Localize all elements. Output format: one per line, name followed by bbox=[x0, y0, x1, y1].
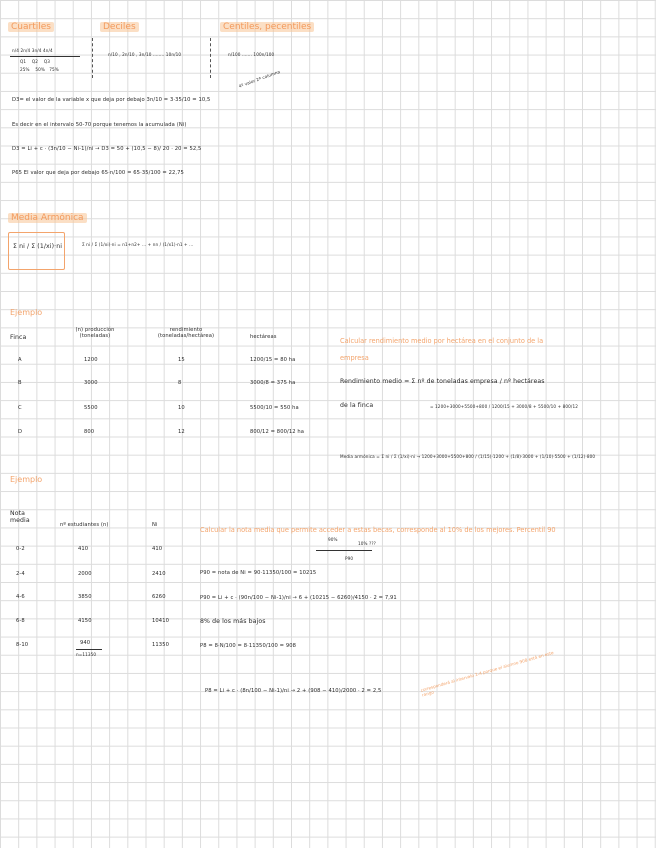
ej2-row-5-nota: 8-10 bbox=[16, 642, 29, 648]
note-interval: Es decir en el intervalo 50-70 porque tenemos la acumulada (Ni) bbox=[12, 122, 187, 128]
ej1-media-armonica-calc: Media armónica = Σ ni / Σ (1/xi)·ni → 1200+3000+5500+800 / (1/15)·1200 + (1/8)·3000 + (1/10)·5500 + (1/12)·800 bbox=[340, 454, 596, 459]
ej2-row-5-n: 940 bbox=[80, 640, 91, 646]
ej1-row-b-rend: 8 bbox=[178, 380, 182, 386]
ej2-calc-4: P8 = Li + c · (8n/100 − Ni-1)/ni → 2 + (908 − 410)/2000 · 2 = 2,5 bbox=[205, 688, 382, 694]
ej1-question: Calcular rendimiento medio por hectárea en el conjunto de la empresa bbox=[340, 337, 544, 362]
ej1-row-a-ha: 1200/15 = 80 ha bbox=[250, 357, 296, 363]
ej1-row-d-prod: 800 bbox=[84, 429, 95, 435]
ej2-row-1-ni: 410 bbox=[152, 546, 163, 552]
ej2-row-3-ni: 6260 bbox=[152, 594, 166, 600]
ej1-finca-calc: = 1200+3000+5500+800 / 1200/15 + 3000/8 + 5500/10 + 800/12 bbox=[430, 404, 578, 409]
media-armonica-expand: Σ ni / Σ (1/xi)·ni = n1+n2+ ... + nn / (1/x1)·n1 + ... bbox=[82, 242, 194, 247]
ej1-row-c-finca: C bbox=[18, 405, 22, 411]
cuartil-labels: Q1 Q2 Q3 bbox=[20, 59, 50, 64]
ej2-row-3-nota: 4-6 bbox=[16, 594, 25, 600]
ej2-row-1-n: 410 bbox=[78, 546, 89, 552]
ej1-header-rendimiento: rendimiento (toneladas/hectárea) bbox=[157, 327, 215, 339]
heading-ejemplo-2: Ejemplo bbox=[10, 475, 43, 484]
heading-centiles: Centiles, pecentiles bbox=[220, 22, 314, 32]
heading-deciles: Deciles bbox=[100, 22, 139, 32]
ej1-header-produccion: (n) producción (toneladas) bbox=[75, 327, 115, 339]
ej1-row-b-finca: B bbox=[18, 380, 22, 386]
ej1-rendimiento: Rendimiento medio = Σ nº de toneladas empresa / nº hectáreas bbox=[340, 378, 545, 385]
media-armonica-box bbox=[8, 232, 65, 270]
ej1-header-finca: Finca bbox=[10, 334, 27, 341]
ej2-row-2-ni: 2410 bbox=[152, 571, 166, 577]
heading-media-armonica: Media Armónica bbox=[8, 213, 87, 223]
ej1-row-a-finca: A bbox=[18, 357, 22, 363]
ej1-row-d-ha: 800/12 = 800/12 ha bbox=[250, 429, 305, 435]
ej2-header-nota: Nota media bbox=[10, 510, 30, 524]
ej2-total-line bbox=[76, 649, 102, 650]
ej1-row-c-ha: 5500/10 = 550 ha bbox=[250, 405, 299, 411]
cuartil-pcts: 25% 50% 75% bbox=[20, 67, 59, 72]
ej2-calc-3: P8 = 8·N/100 = 8·11350/100 = 908 bbox=[200, 643, 297, 649]
ej2-row-3-n: 3850 bbox=[78, 594, 92, 600]
ej2-row-5-ni: 11350 bbox=[152, 642, 170, 648]
ej2-brace-line bbox=[316, 550, 372, 551]
ej1-row-b-ha: 3000/8 = 375 ha bbox=[250, 380, 296, 386]
ej2-calc-1: P90 = nota de Ni = 90·11350/100 = 10215 bbox=[200, 570, 317, 576]
note-d3-definition: D3= el valor de la variable x que deja por debajo 3n/10 = 3·35/10 = 10,5 bbox=[12, 97, 211, 103]
divider-1 bbox=[92, 38, 93, 78]
heading-ejemplo-1: Ejemplo bbox=[10, 308, 43, 317]
divider-2 bbox=[210, 38, 211, 78]
ej2-row-4-ni: 10410 bbox=[152, 618, 170, 624]
cuartil-fracs: n/4 2n/4 3n/4 4n/4 bbox=[12, 48, 53, 53]
ej2-header-ni: Ni bbox=[152, 522, 158, 528]
note-d3-formula: D3 = Li + c · (3n/10 − Ni-1)/ni → D3 = 50 + (10,5 − 8)/ 20 · 20 = 52,5 bbox=[12, 146, 202, 152]
ej2-calc-2: P90 = Li + c · (90n/100 − Ni-1)/ni → 6 + (10215 − 6260)/4150 · 2 = 7,91 bbox=[200, 595, 397, 601]
ej2-brace-top: 90% bbox=[328, 537, 338, 542]
ej2-row-2-nota: 2-4 bbox=[16, 571, 25, 577]
ej2-row-4-nota: 6-8 bbox=[16, 618, 25, 624]
ej1-de-la-finca: de la finca bbox=[340, 402, 374, 409]
heading-cuartiles: Cuartiles bbox=[8, 22, 54, 32]
ej1-row-d-rend: 12 bbox=[178, 429, 185, 435]
ej2-brace-under: P90 bbox=[345, 556, 354, 561]
cuartil-axis-line bbox=[10, 56, 80, 57]
decil-fracs: n/10 , 2n/10 , 3n/10 ........ 10n/10 bbox=[108, 52, 182, 57]
ej2-note-low: 8% de los más bajos bbox=[200, 618, 266, 625]
ej1-row-b-prod: 3000 bbox=[84, 380, 98, 386]
ej2-side-note: corresponderá al intervalo 2-4 porque el alumno 908 está en este rango bbox=[420, 649, 555, 698]
ej2-total: n=11350 bbox=[76, 652, 97, 657]
ej2-header-estudiantes: nº estudiantes (n) bbox=[60, 522, 109, 528]
media-armonica-formula: Σ ni / Σ (1/xi)·ni bbox=[13, 243, 63, 250]
note-p65: P65 El valor que deja por debajo 65·n/100 = 65·35/100 = 22,75 bbox=[12, 170, 184, 176]
ej2-question: Calcular la nota media que permite acceder a estas becas, corresponde al 10% de los mejores. Percentil 90 bbox=[200, 526, 556, 534]
ej1-row-a-prod: 1200 bbox=[84, 357, 98, 363]
note-d3-side: 4º valor 2ª columna bbox=[238, 69, 281, 89]
ej1-row-d-finca: D bbox=[18, 429, 23, 435]
ej1-row-c-rend: 10 bbox=[178, 405, 185, 411]
ej2-row-2-n: 2000 bbox=[78, 571, 92, 577]
ej2-row-1-nota: 0-2 bbox=[16, 546, 25, 552]
ej2-row-4-n: 4150 bbox=[78, 618, 92, 624]
centil-fracs: n/100 ....... 100n/100 bbox=[228, 52, 275, 57]
ej1-header-hectareas: hectáreas bbox=[250, 334, 277, 340]
ej2-brace-right: 10% ??? bbox=[358, 541, 377, 546]
ej1-row-c-prod: 5500 bbox=[84, 405, 98, 411]
ej1-row-a-rend: 15 bbox=[178, 357, 185, 363]
